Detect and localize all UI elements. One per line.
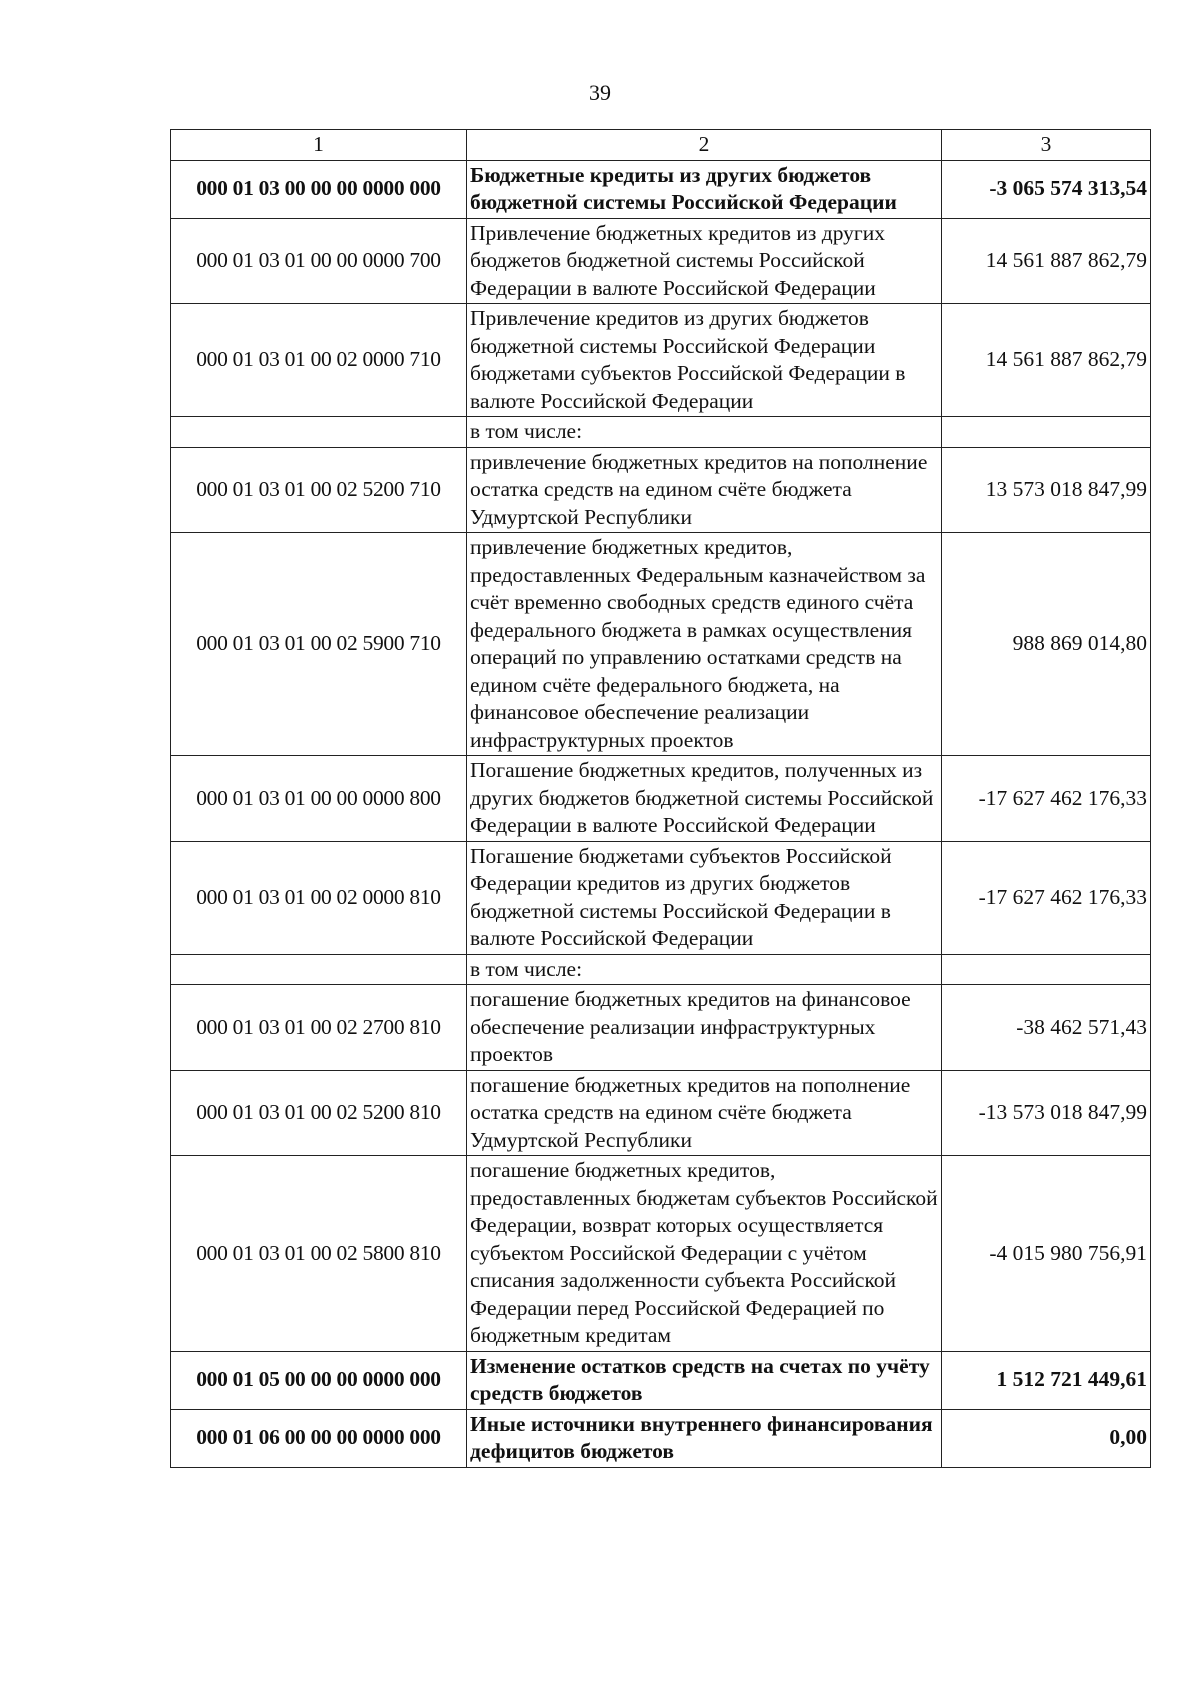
row-name-cell: Погашение бюджетных кредитов, полученных из других бюджетов бюджетной системы Российской Федерации в валюте Российской Федерации	[467, 756, 942, 842]
row-code-cell: 000 01 03 01 00 00 0000 800	[171, 756, 467, 842]
table-row	[171, 533, 1151, 756]
row-amount-cell: 14 561 887 862,79	[942, 304, 1151, 417]
table-header-row	[171, 130, 1151, 161]
row-amount-cell: 14 561 887 862,79	[942, 218, 1151, 304]
row-name-cell: Привлечение кредитов из других бюджетов бюджетной системы Российской Федерации бюджетами субъектов Российской Федерации в валюте Российской Федерации	[467, 304, 942, 417]
row-code-cell: 000 01 03 01 00 02 5900 710	[171, 533, 467, 756]
row-name-cell: Изменение остатков средств на счетах по учёту средств бюджетов	[467, 1351, 942, 1409]
row-amount-cell: 0,00	[942, 1409, 1151, 1467]
row-code-cell: 000 01 05 00 00 00 0000 000	[171, 1351, 467, 1409]
table-row	[171, 985, 1151, 1071]
row-code-cell: 000 01 03 01 00 00 0000 700	[171, 218, 467, 304]
row-amount-cell: -4 015 980 756,91	[942, 1156, 1151, 1352]
table-row	[171, 417, 1151, 448]
column-header-amount: 3	[942, 130, 1151, 161]
row-code-cell: 000 01 03 01 00 02 5800 810	[171, 1156, 467, 1352]
budget-sources-table	[170, 129, 1151, 1468]
column-header-name: 2	[467, 130, 942, 161]
table-row	[171, 447, 1151, 533]
row-amount-cell: -38 462 571,43	[942, 985, 1151, 1071]
table-row	[171, 1351, 1151, 1409]
row-amount-cell: -17 627 462 176,33	[942, 756, 1151, 842]
row-name-cell: Привлечение бюджетных кредитов из других бюджетов бюджетной системы Российской Федерации в валюте Российской Федерации	[467, 218, 942, 304]
row-code-cell: 000 01 03 01 00 02 5200 710	[171, 447, 467, 533]
row-amount-cell: 13 573 018 847,99	[942, 447, 1151, 533]
row-code-cell: 000 01 03 01 00 02 2700 810	[171, 985, 467, 1071]
table-row	[171, 954, 1151, 985]
row-code-cell: 000 01 03 01 00 02 0000 810	[171, 841, 467, 954]
row-code-cell	[171, 417, 467, 448]
row-amount-cell	[942, 417, 1151, 448]
row-name-cell: Погашение бюджетами субъектов Российской Федерации кредитов из других бюджетов бюджетной системы Российской Федерации в валюте Российской Федерации	[467, 841, 942, 954]
table-row	[171, 756, 1151, 842]
row-name-cell: Иные источники внутреннего финансирования дефицитов бюджетов	[467, 1409, 942, 1467]
row-code-cell: 000 01 03 01 00 02 5200 810	[171, 1070, 467, 1156]
row-name-cell: привлечение бюджетных кредитов на пополнение остатка средств на едином счёте бюджета Удмуртской Республики	[467, 447, 942, 533]
row-name-cell: погашение бюджетных кредитов на пополнение остатка средств на едином счёте бюджета Удмуртской Республики	[467, 1070, 942, 1156]
row-name-cell: в том числе:	[467, 417, 942, 448]
table-row	[171, 160, 1151, 218]
row-name-cell: погашение бюджетных кредитов, предоставленных бюджетам субъектов Российской Федерации, возврат которых осуществляется субъектом Российской Федерации с учётом списания задолженности субъекта Российской Федерации перед Российской Федерацией по бюджетным кредитам	[467, 1156, 942, 1352]
table-row	[171, 841, 1151, 954]
row-code-cell	[171, 954, 467, 985]
row-name-cell: погашение бюджетных кредитов на финансовое обеспечение реализации инфраструктурных проектов	[467, 985, 942, 1071]
table-row	[171, 1156, 1151, 1352]
row-name-cell: Бюджетные кредиты из других бюджетов бюджетной системы Российской Федерации	[467, 160, 942, 218]
page-number: 39	[589, 80, 611, 105]
table-row	[171, 218, 1151, 304]
row-amount-cell: 1 512 721 449,61	[942, 1351, 1151, 1409]
column-header-code: 1	[171, 130, 467, 161]
row-name-cell: привлечение бюджетных кредитов, предоставленных Федеральным казначейством за счёт временно свободных средств единого счёта федерального бюджета в рамках осуществления операций по управлению остатками средств на едином счёте федерального бюджета, на финансовое обеспечение реализации инфраструктурных проектов	[467, 533, 942, 756]
row-code-cell: 000 01 06 00 00 00 0000 000	[171, 1409, 467, 1467]
table-row	[171, 1070, 1151, 1156]
table-row	[171, 1409, 1151, 1467]
row-amount-cell: -3 065 574 313,54	[942, 160, 1151, 218]
table-row	[171, 304, 1151, 417]
row-code-cell: 000 01 03 00 00 00 0000 000	[171, 160, 467, 218]
row-code-cell: 000 01 03 01 00 02 0000 710	[171, 304, 467, 417]
row-amount-cell: -13 573 018 847,99	[942, 1070, 1151, 1156]
row-amount-cell: 988 869 014,80	[942, 533, 1151, 756]
row-amount-cell: -17 627 462 176,33	[942, 841, 1151, 954]
row-name-cell: в том числе:	[467, 954, 942, 985]
row-amount-cell	[942, 954, 1151, 985]
